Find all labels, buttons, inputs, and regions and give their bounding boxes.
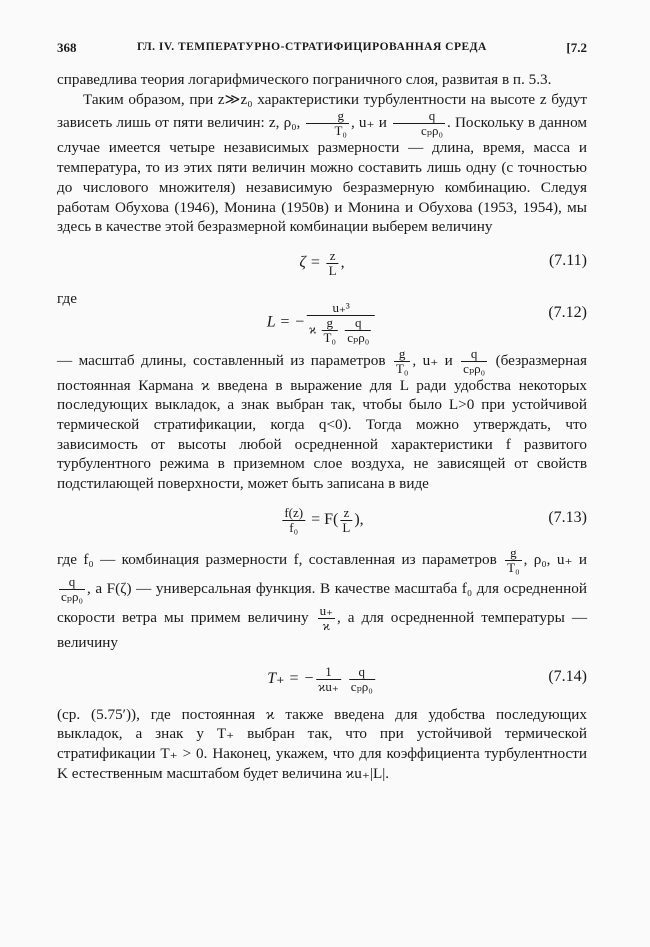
page-body bbox=[57, 70, 587, 783]
equation-7-13: $\frac{f(z)}{\text{f₀}}$ = F( $\frac{z}{L}$ ), (7.13) bbox=[284, 504, 587, 535]
equation-number: (7.11) bbox=[548, 251, 587, 269]
running-title: ГЛ. IV. ТЕМПЕРАТУРНО-СТРАТИФИЦИРОВАННАЯ СРЕДА bbox=[137, 41, 487, 53]
paragraph-1: справедлива теория логарифмического пограничного слоя, развитая в п. 5.3. bbox=[57, 71, 552, 88]
word-gde: где bbox=[57, 289, 77, 307]
equation-7-14: T₊ = − $\frac{1}{ϰu_+}$ $\frac{q}{\text{cₚρ₀}}$ (7.14) bbox=[267, 663, 587, 694]
equation-number: (7.13) bbox=[548, 508, 587, 526]
fraction-g-T0: $\frac{g}{\text{T₀}}$ bbox=[306, 109, 348, 138]
equation-number: (7.14) bbox=[548, 667, 587, 685]
equation-number: (7.12) bbox=[548, 303, 587, 321]
section-number: [7.2 bbox=[566, 40, 587, 55]
running-header bbox=[57, 40, 587, 60]
paragraph-5: (ср. (5.75′)), где постоянная ϰ также введена для удобства последующих выкладок, а знак у T₊ выбран так, что при устойчивой термической стратификации T₊ > 0. Наконец, укажем, что для коэффициента турбулентности K естественным масштабом будет величина ϰu₊|L|. bbox=[57, 705, 587, 782]
fraction-q-cprho: $\frac{q}{\text{cₚρ₀}}$ bbox=[393, 109, 445, 138]
equation-7-11: ζ = $\frac{z}{L}$ , (7.11) bbox=[299, 247, 587, 278]
paragraph-4: где f₀ — комбинация размерности f, составленная из параметров $\frac{g}{\text{T₀}}$ , ρ₀, u₊ и $\frac{q}{\text{cₚρ₀}}$ , а F(ζ) — универсальная функция. В качестве масштаба f₀ для осредненной скорости ветра мы примем величину $\frac{u_+}{ϰ}$ , а для осредненной температуры — величину bbox=[57, 544, 588, 651]
paragraph-3: — масштаб длины, составленный из параметров $\frac{g}{\text{T₀}}$ , u₊ и $\frac{q}{\text{cₚρ₀}}$ (безразмерная постоянная Кармана ϰ введена в выражение для L ради удобства некоторых последующих выкладок, а знак выбран так, чтобы было L>0 при устойчивой термической стратификации, когда q<0). Тогда можно утверждать, что зависимость от высоты любой осредненной характеристики f развитого турбулентного режима в приземном слое воздуха, не зависящей от свойств подстилающей поверхности, может быть записана в виде bbox=[57, 345, 588, 493]
equation-7-12: L = − u₊³ ϰ $\frac{g}{\text{T₀}}$ $\frac{q}{\text{cₚρ₀}}$ (7.12) bbox=[266, 299, 587, 345]
paragraph-2: Таким образом, при z≫z₀ характеристики турбулентности на высоте z будут зависеть лишь от пяти величин: z, ρ₀, $\frac{g}{\text{T₀}}$ , u₊ и $\frac{q}{\text{cₚρ₀}}$ . Поскольку в данном случае имеется четыре независимых размерности — длина, время, масса и температура, то из этих пяти величин можно составить лишь одну (с точностью до числового множителя) независимую безразмерную комбинацию. Следуя работам Обухова (1946), Монина (1950в) и Монина и Обухова (1953, 1954), мы здесь в качестве этой безразмерной комбинации выберем величину bbox=[57, 90, 588, 236]
page-number: 368 bbox=[57, 40, 77, 55]
